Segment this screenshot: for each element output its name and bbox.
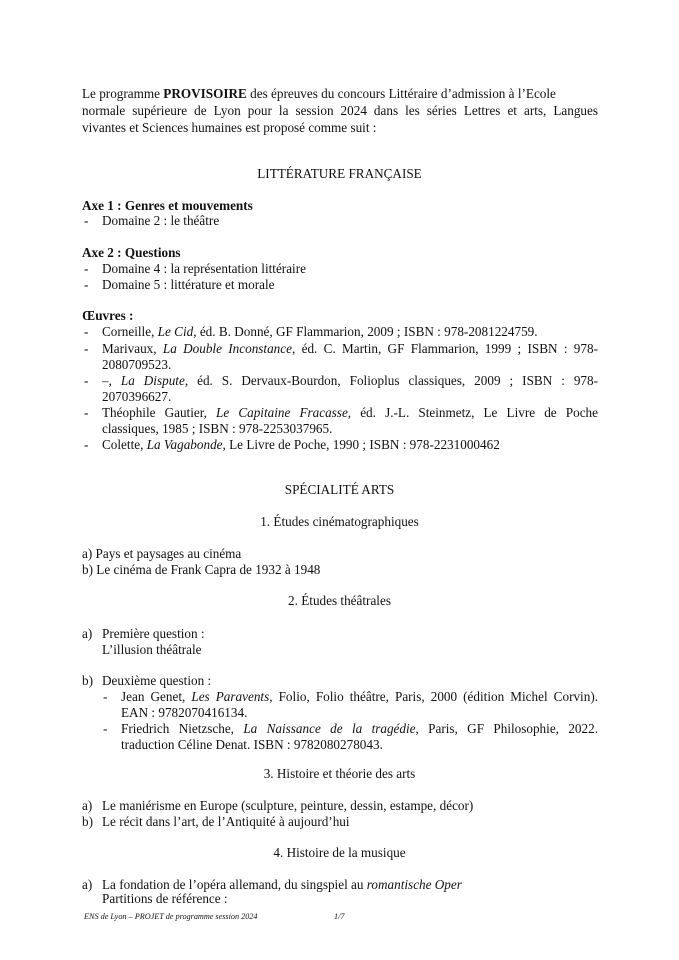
footer-text: ENS de Lyon – PROJET de programme session 2024 (84, 912, 258, 921)
intro-line-3: vivantes et Sciences humaines est proposé comme suit : (82, 120, 377, 135)
theatre-a-line1: Première question : (102, 626, 205, 641)
theatre-a-label: a) (82, 626, 93, 641)
musique-a-text: La fondation de l’opéra allemand, du singspiel au romantische Oper (102, 877, 462, 892)
oeuvre-4: Théophile Gautier, Le Capitaine Fracasse, éd. J.-L. Steinmetz, Le Livre de Poche (102, 405, 598, 420)
oeuvre-3: –, La Dispute, éd. S. Dervaux-Bourdon, Folioplus classiques, 2009 ; ISBN : 978- (102, 373, 599, 388)
oeuvres-title: Œuvres : (82, 308, 134, 323)
oeuvre-1: Corneille, Le Cid, éd. B. Donné, GF Flammarion, 2009 ; ISBN : 978-2081224759. (102, 324, 538, 339)
axe2-item-2: Domaine 5 : littérature et morale (102, 277, 275, 292)
histoire-arts-a-label: a) (82, 798, 93, 813)
provisoire-emphasis: PROVISOIRE (163, 86, 247, 101)
axe2-item-1: Domaine 4 : la représentation littéraire (102, 261, 306, 276)
oeuvre-3-cont: 2070396627. (102, 389, 172, 404)
section-heading-arts: SPÉCIALITÉ ARTS (284, 482, 395, 497)
bullet-dash: - (84, 437, 89, 452)
bullet-dash: - (84, 341, 89, 356)
histoire-arts-b-text: Le récit dans l’art, de l’Antiquité à aujourd’hui (102, 814, 350, 829)
subsection-cinema: 1. Études cinématographiques (260, 514, 419, 529)
histoire-arts-b-label: b) (82, 814, 93, 829)
theatre-a-line2: L’illusion théâtrale (102, 642, 202, 657)
theatre-b-label: b) (82, 673, 93, 688)
section-heading-litterature: LITTÉRATURE FRANÇAISE (257, 166, 422, 181)
oeuvre-2-cont: 2080709523. (102, 357, 172, 372)
musique-a-label: a) (82, 877, 93, 892)
bullet-dash: - (103, 689, 108, 704)
axe1-title: Axe 1 : Genres et mouvements (82, 198, 253, 213)
theatre-b-item-1: Jean Genet, Les Paravents, Folio, Folio théâtre, Paris, 2000 (édition Michel Corvin). (121, 689, 599, 704)
oeuvre-2: Marivaux, La Double Inconstance, éd. C. Martin, GF Flammarion, 1999 ; ISBN : 978- (102, 341, 598, 356)
theatre-b-item-2-cont: traduction Céline Denat. ISBN : 9782080278043. (121, 737, 383, 752)
theatre-b-line1: Deuxième question : (102, 673, 212, 688)
bullet-dash: - (84, 373, 89, 388)
musique-a-line2: Partitions de référence : (102, 891, 228, 906)
cinema-item-a: a) Pays et paysages au cinéma (82, 546, 242, 561)
histoire-arts-a-text: Le maniérisme en Europe (sculpture, peinture, dessin, estampe, décor) (102, 798, 474, 813)
intro-line-1: Le programme PROVISOIRE des épreuves du concours Littéraire d’admission à l’Ecole (82, 86, 556, 101)
bullet-dash: - (103, 721, 108, 736)
subsection-musique: 4. Histoire de la musique (273, 845, 406, 860)
bullet-dash: - (84, 324, 89, 339)
axe2-title: Axe 2 : Questions (82, 245, 181, 260)
bullet-dash: - (84, 277, 89, 292)
oeuvre-4-cont: classiques, 1985 ; ISBN : 978-2253037965. (102, 421, 333, 436)
theatre-b-item-1-cont: EAN : 9782070416134. (121, 705, 248, 720)
intro-line-2: normale supérieure de Lyon pour la session 2024 dans les séries Lettres et arts, Langues (82, 103, 598, 118)
axe1-item-1: Domaine 2 : le théâtre (102, 213, 220, 228)
subsection-theatre: 2. Études théâtrales (288, 593, 391, 608)
page-number: 1/7 (334, 912, 345, 921)
oeuvre-5: Colette, La Vagabonde, Le Livre de Poche, 1990 ; ISBN : 978-2231000462 (102, 437, 500, 452)
bullet-dash: - (84, 261, 89, 276)
cinema-item-b: b) Le cinéma de Frank Capra de 1932 à 1948 (82, 562, 321, 577)
theatre-b-item-2: Friedrich Nietzsche, La Naissance de la tragédie, Paris, GF Philosophie, 2022. (121, 721, 598, 736)
bullet-dash: - (84, 405, 89, 420)
subsection-histoire-arts: 3. Histoire et théorie des arts (263, 766, 416, 781)
bullet-dash: - (84, 213, 89, 228)
